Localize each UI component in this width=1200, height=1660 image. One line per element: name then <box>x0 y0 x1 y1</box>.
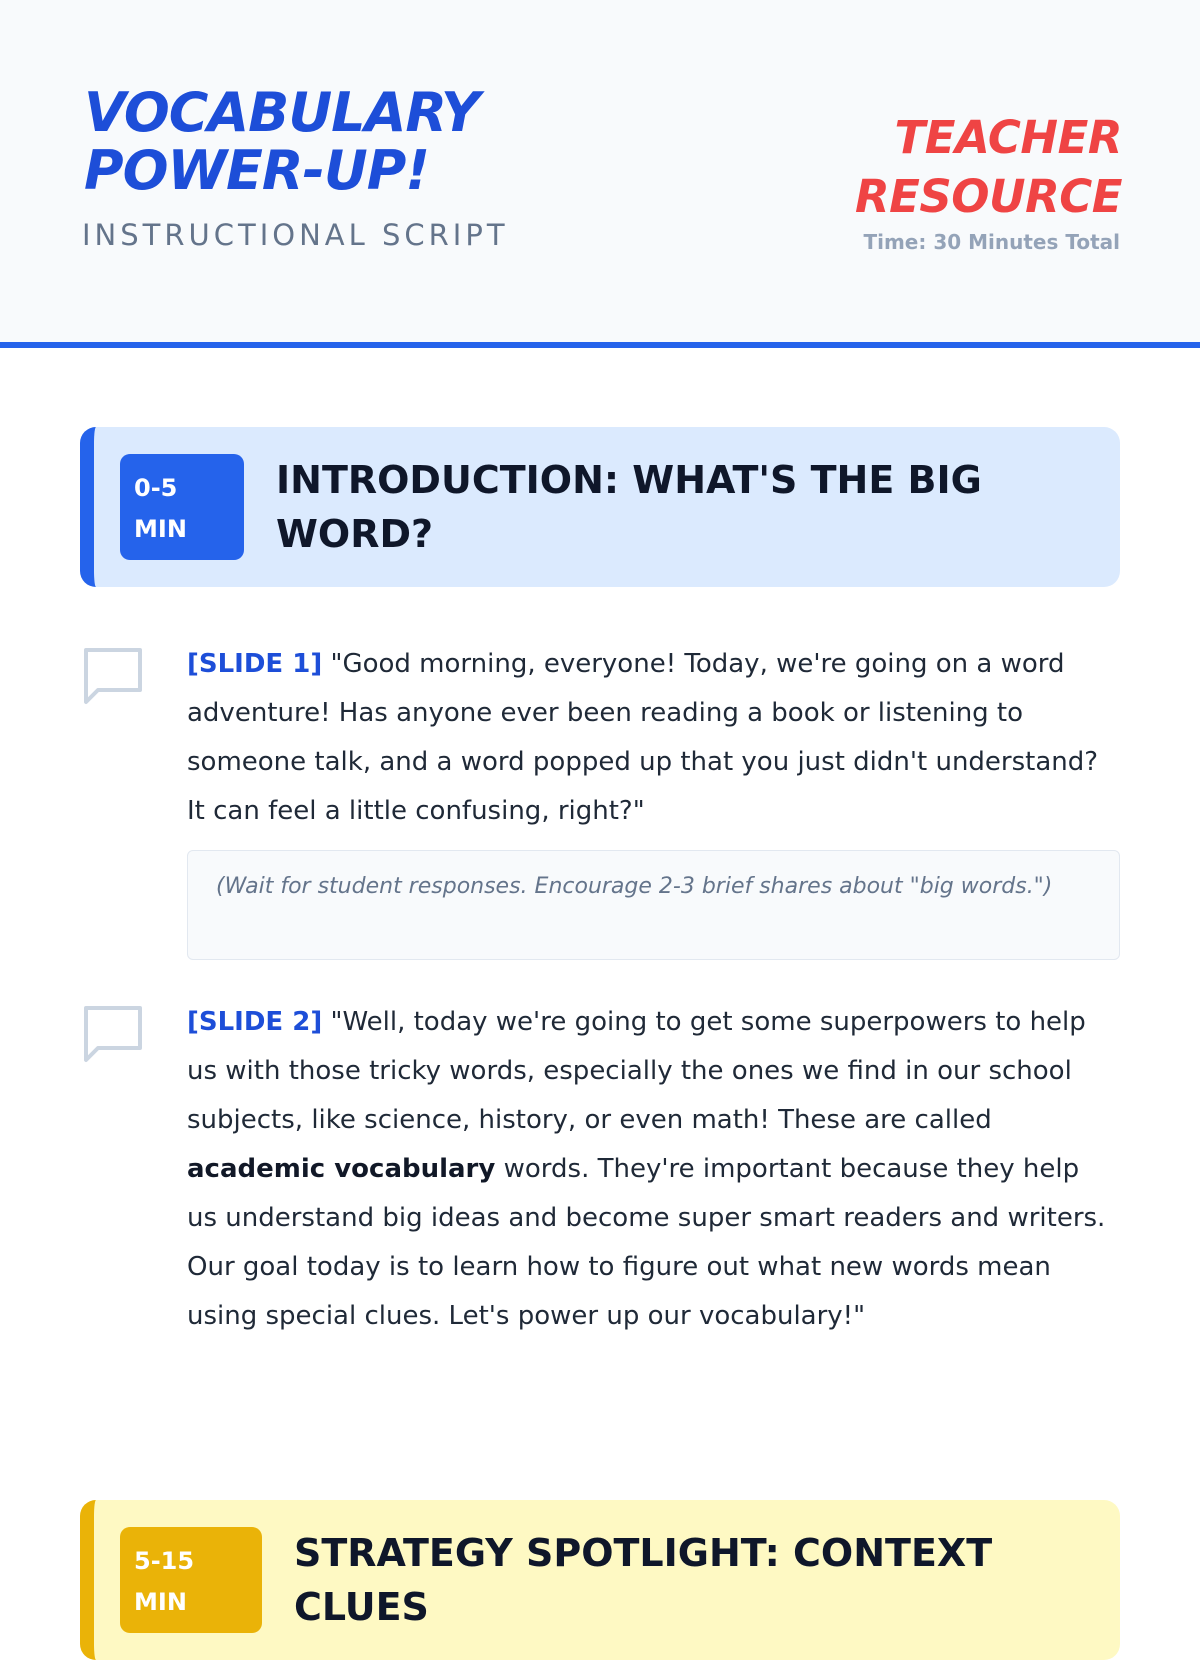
script-line: "Good morning, everyone! Today, we're going on a word adventure! Has anyone ever been reading a book or listening to someone talk, and a word popped up that you just didn't understand? It can feel a little confusing, right?" <box>187 649 1099 826</box>
section-title: INTRODUCTION: WHAT'S THE BIG WORD? <box>276 458 982 556</box>
page-title: VOCABULARY POWER-UP! <box>84 81 480 202</box>
slide-tag: [SLIDE 2] <box>187 1007 323 1037</box>
script-line-continued: words. They're important because they help us understand big ideas and become super smart readers and writers. Our goal today is to learn how to figure out what new words mean using special clues. Let's power up our vocabulary!" <box>187 1154 1106 1331</box>
script-line: "Well, today we're going to get some superpowers to help us with those tricky words, especially the ones we find in our school subjects, like science, history, or even math! These are called <box>187 1007 1086 1135</box>
slide-tag: [SLIDE 1] <box>187 649 323 679</box>
script-text <box>187 640 1117 836</box>
time-badge: 0-5 MIN <box>120 454 244 560</box>
key-term: academic vocabulary <box>187 1154 496 1184</box>
section-header-introduction <box>80 427 1120 587</box>
time-total: Time: 30 Minutes Total <box>863 230 1120 254</box>
resource-label: TEACHER RESOURCE <box>854 111 1122 223</box>
time-badge: 5-15 MIN <box>120 1527 262 1633</box>
script-text <box>187 998 1117 1341</box>
speech-bubble-icon <box>82 1004 144 1064</box>
speech-bubble-icon <box>82 646 144 706</box>
section-header-strategy-spotlight <box>80 1500 1120 1660</box>
page-subtitle: INSTRUCTIONAL SCRIPT <box>82 218 509 252</box>
page-header <box>0 0 1200 348</box>
teacher-note: (Wait for student responses. Encourage 2-3 brief shares about "big words.") <box>187 850 1120 960</box>
section-title: STRATEGY SPOTLIGHT: CONTEXT CLUES <box>294 1531 993 1629</box>
